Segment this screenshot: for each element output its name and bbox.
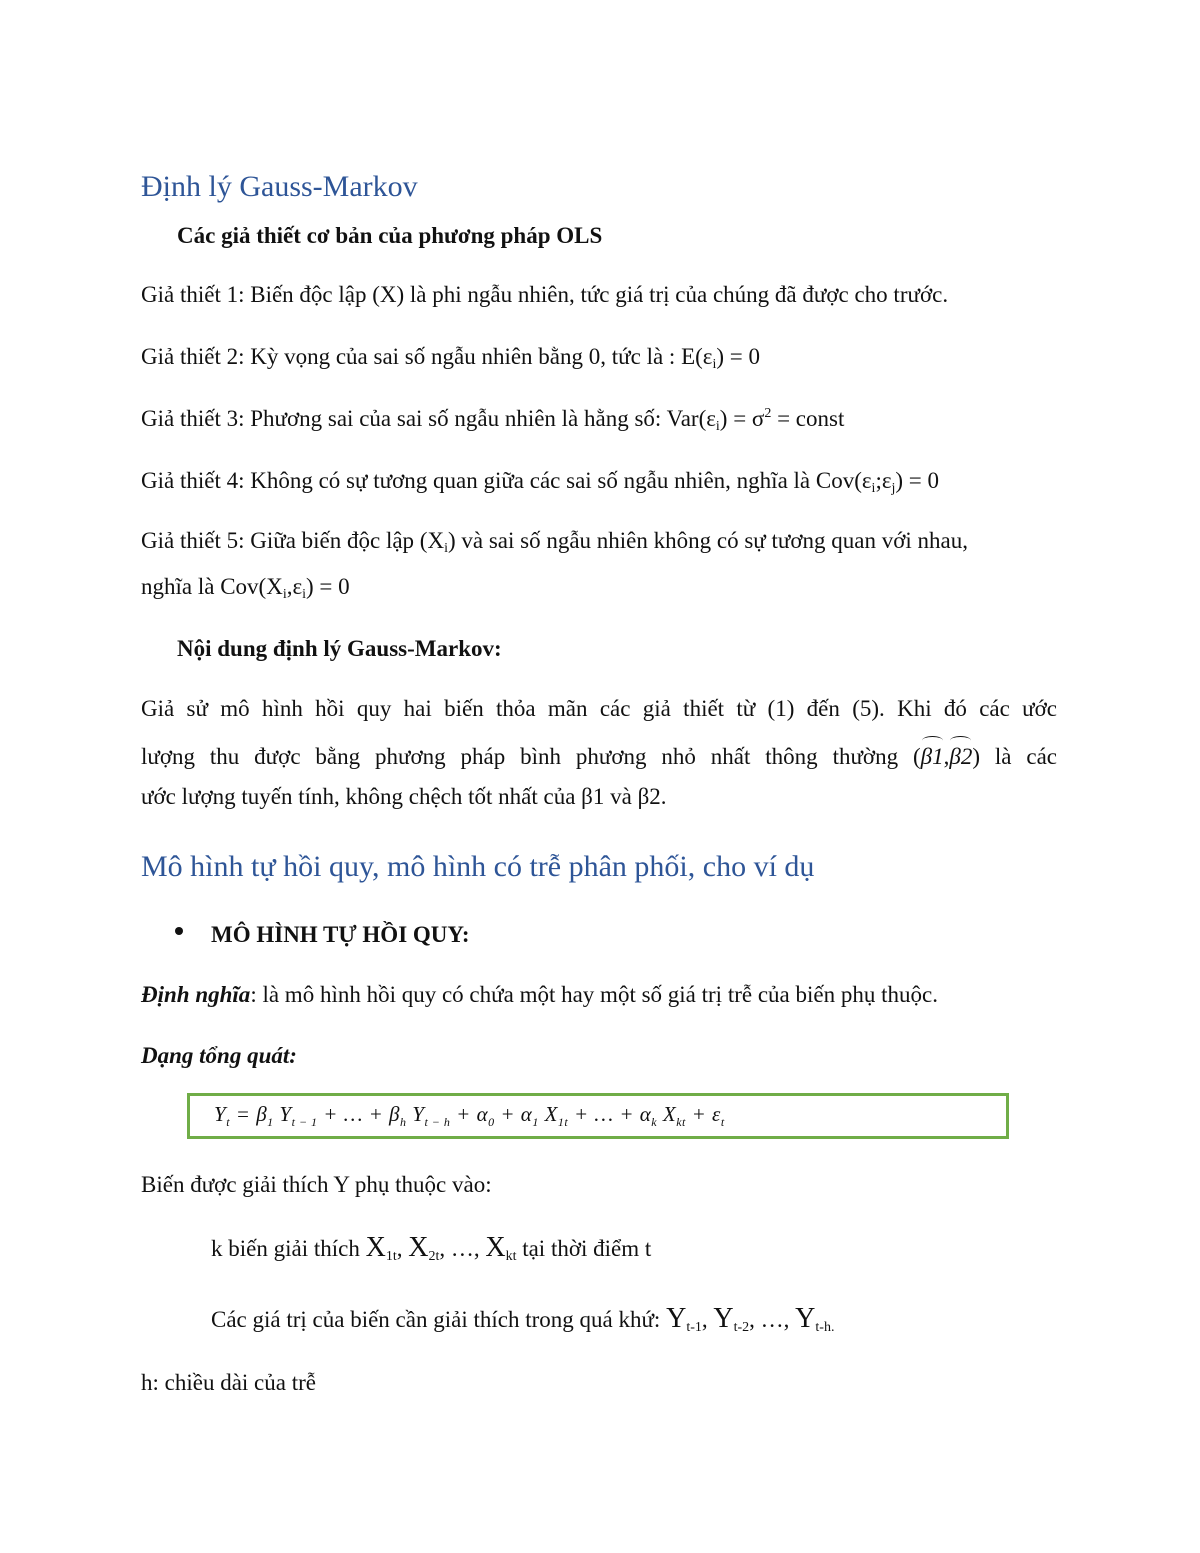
beta2-hat: β2 xyxy=(949,738,972,772)
theorem-line-1: Giả sử mô hình hồi quy hai biến thỏa mãn các giả thiết từ (1) đến (5). Khi đó các ước xyxy=(141,696,1057,721)
subheading-ols-assumptions: Các giả thiết cơ bản của phương pháp OLS xyxy=(177,223,603,248)
heading-gauss-markov: Định lý Gauss-Markov xyxy=(141,170,418,203)
assumption-3: Giả thiết 3: Phương sai của sai số ngẫu nhiên là hằng số: $Var(\varepsilon_i) = \sigma^2$ = const xyxy=(141,406,845,434)
assumption-5-line-1: Giả thiết 5: Giữa biến độc lập $(X_i)$ và sai số ngẫu nhiên không có sự tương quan với nhau, xyxy=(141,528,969,556)
item-k-explanatory: k biến giải thích $X_{1t}$, $X_{2t}$, …, $X_{kt}$ tại thời điểm t xyxy=(211,1232,652,1264)
general-form-label: Dạng tổng quát: xyxy=(141,1043,297,1068)
lag-length-definition: h: chiều dài của trễ xyxy=(141,1370,316,1395)
heading-autoregressive: Mô hình tự hồi quy, mô hình có trễ phân phối, cho ví dụ xyxy=(141,850,815,883)
assumption-2: Giả thiết 2: Kỳ vọng của sai số ngẫu nhiên bằng 0, tức là : $E(\varepsilon_i) = 0$ xyxy=(141,344,760,372)
subheading-theorem: Nội dung định lý Gauss-Markov: xyxy=(177,636,502,661)
beta1-hat: β1 xyxy=(921,738,944,772)
autoregressive-formula: $Y_t = \beta_1$ $Y_{t - 1}$ + … + $\beta_h$ $Y_{t - h} + \alpha_0 + \alpha_1$ $X_{1t}$ + … + $\alpha_k$ $X_{kt} + \varepsilon_t$ xyxy=(214,1102,725,1129)
bullet-icon xyxy=(175,927,183,935)
explained-variable-label: Biến được giải thích Y phụ thuộc vào: xyxy=(141,1172,492,1197)
bullet-autoregressive: MÔ HÌNH TỰ HỒI QUY: xyxy=(211,922,470,947)
item-past-values: Các giá trị của biến cần giải thích trong quá khứ: $Y_{t-1}$, $Y_{t-2}$, …, $Y_{t-h.}$ xyxy=(211,1303,835,1335)
assumption-5-line-2: nghĩa là $Cov(X_i,\varepsilon_i) = 0$ xyxy=(141,574,350,602)
assumption-1: Giả thiết 1: Biến độc lập (X) là phi ngẫu nhiên, tức giá trị của chúng đã được cho trước. xyxy=(141,282,949,307)
formula-box xyxy=(187,1093,1009,1139)
theorem-line-3: ước lượng tuyến tính, không chệch tốt nhất của β1 và β2. xyxy=(141,784,667,809)
theorem-line-2: lượng thu được bằng phương pháp bình phương nhỏ nhất thông thường (β1,β2) là các xyxy=(141,738,1057,772)
definition: Định nghĩa: là mô hình hồi quy có chứa một hay một số giá trị trễ của biến phụ thuộc. xyxy=(141,982,938,1007)
assumption-4: Giả thiết 4: Không có sự tương quan giữa các sai số ngẫu nhiên, nghĩa là $Cov(\varepsilon_i;\varepsilon_j) = 0$ xyxy=(141,468,940,496)
